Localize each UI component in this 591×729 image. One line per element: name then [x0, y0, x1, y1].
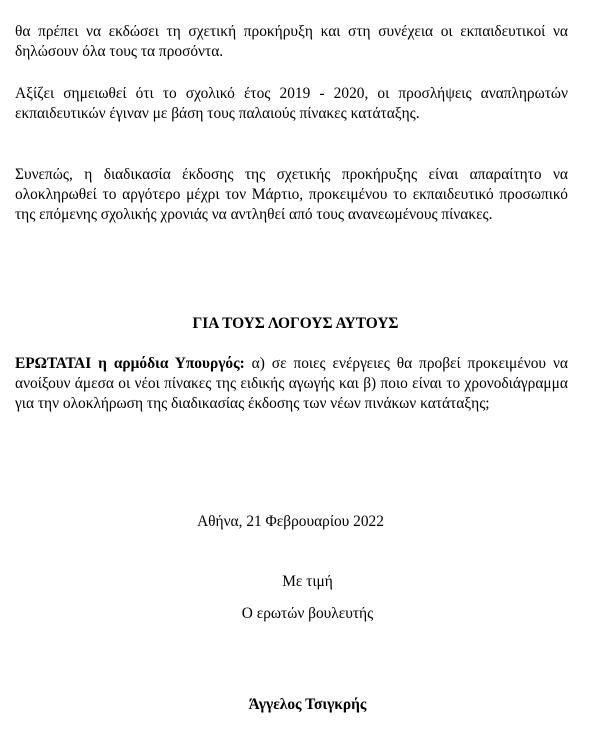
question-label: ΕΡΩΤΑΤΑΙ η αρμόδια Υπουργός:: [15, 355, 245, 372]
body-paragraph-1: θα πρέπει να εκδώσει τη σχετική προκήρυξη και στη συνέχεια οι εκπαιδευτικοί να δηλώσουν όλα τους τα προσόντα.: [15, 23, 568, 60]
question-paragraph: [15, 354, 568, 414]
date-line: Αθήνα, 21 Φεβρουαρίου 2022: [197, 513, 384, 530]
signer-name: Άγγελος Τσιγκρής: [248, 696, 367, 713]
section-heading: ΓΙΑ ΤΟΥΣ ΛΟΓΟΥΣ ΑΥΤΟΥΣ: [192, 315, 399, 332]
question-text: α) σε ποιες ενέργειες θα προβεί προκειμένου να ανοίξουν άμεσα οι νέοι πίνακες της ειδικής αγωγής και β) ποιο είναι το χρονοδιάγραμμα για την ολοκλήρωση της διαδικασίας έκδοσης των νέων πινάκων κατάταξης;: [15, 355, 568, 412]
body-paragraph-2: Αξίζει σημειωθεί ότι το σχολικό έτος 2019 - 2020, οι προσλήψεις αναπληρωτών εκπαιδευτικών έγιναν με βάση τους παλαιούς πίνακες κατάταξης.: [15, 85, 568, 122]
body-paragraph-3: Συνεπώς, η διαδικασία έκδοσης της σχετικής προκήρυξης είναι απαραίτητο να ολοκληρωθεί το αργότερο μέχρι τον Μάρτιο, προκειμένου το εκπαιδευτικό προσωπικό της επόμενης σχολικής χρονιάς να αντληθεί από τους ανανεωμένους πίνακες.: [15, 166, 568, 223]
closing-line: Με τιμή: [282, 573, 333, 590]
signer-role: Ο ερωτών βουλευτής: [241, 605, 374, 622]
